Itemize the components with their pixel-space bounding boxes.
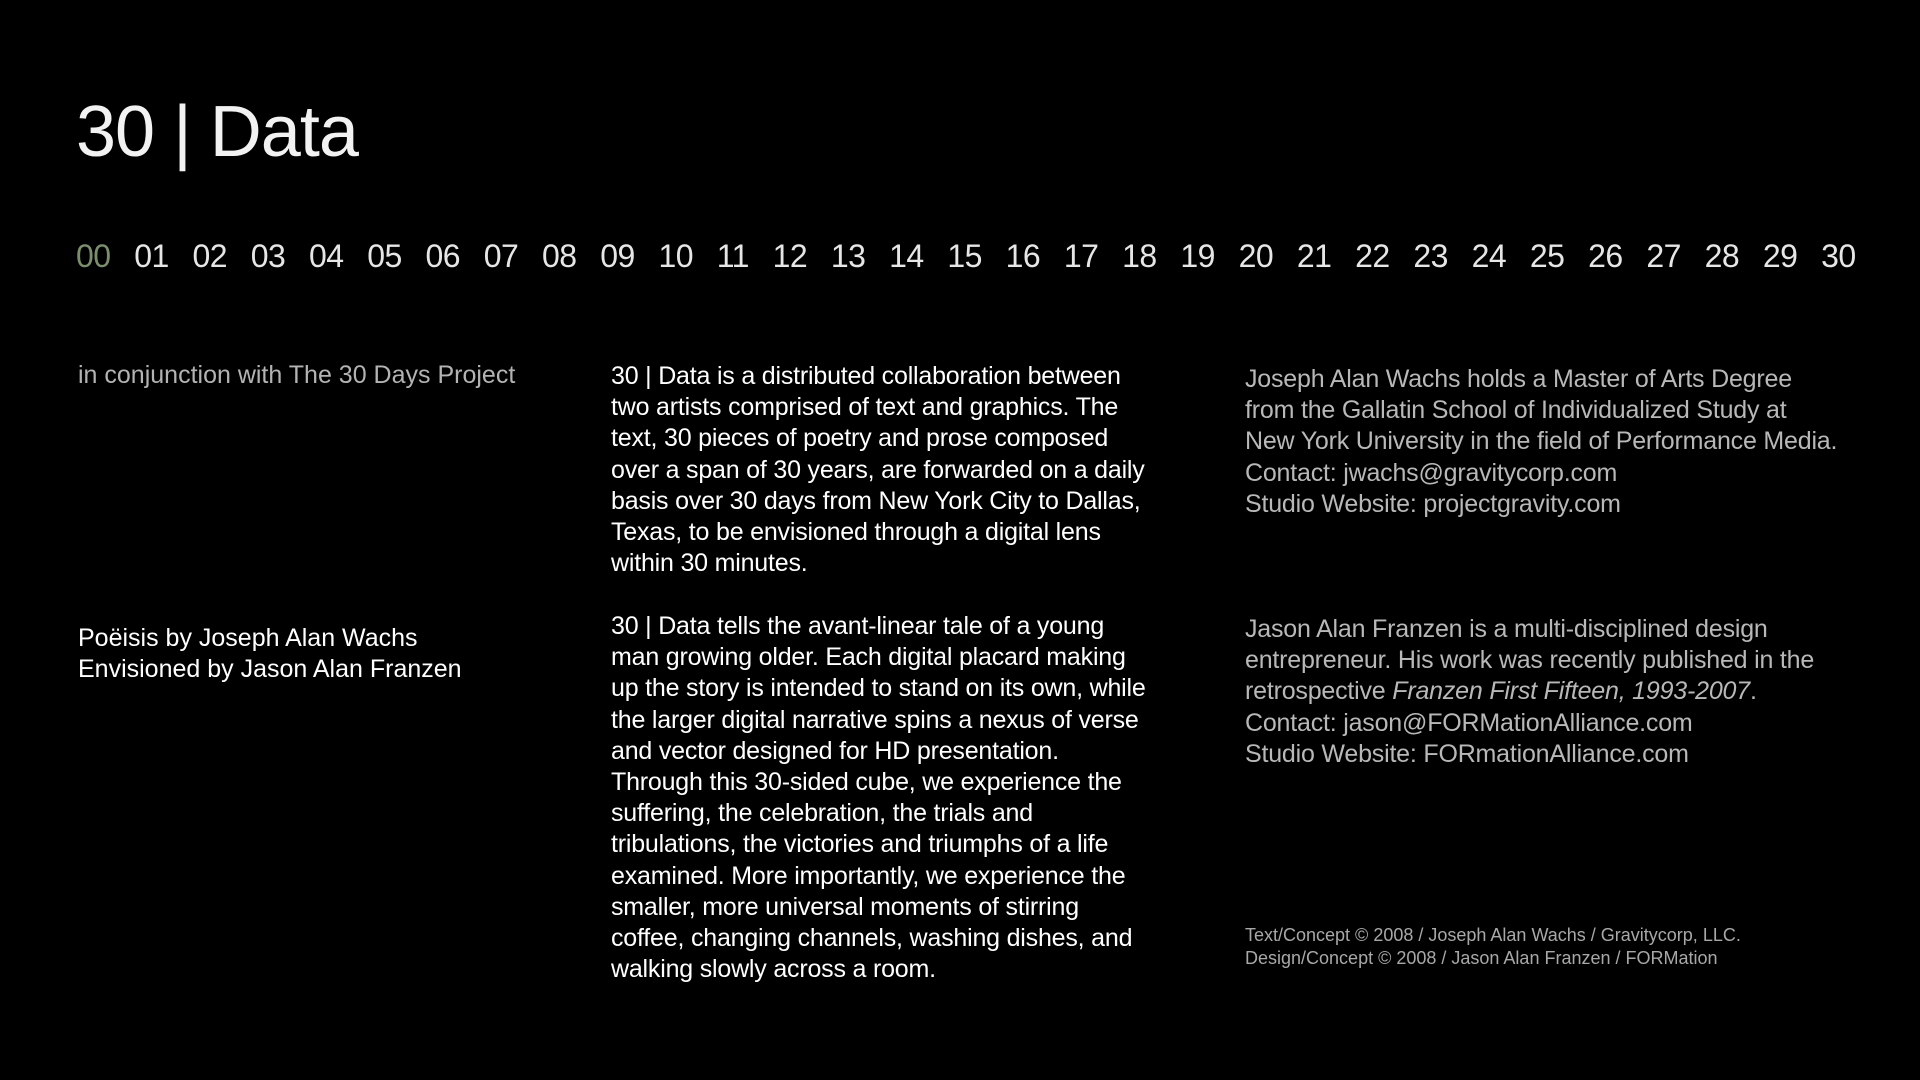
bio-line	[1245, 676, 1865, 707]
description-text-1: 30 | Data is a distributed collaboration between two artists comprised of text and graphics. The text, 30 pieces of poetry and prose composed over a span of 30 years, are forwarded on a daily basis over 30 days from New York City to Dallas, Texas, to be envisioned through a digital lens within 30 minutes.	[611, 362, 1145, 578]
nav-item-20[interactable]: 20	[1238, 238, 1274, 274]
bio-text: retrospective	[1245, 677, 1393, 706]
bio-jason-franzen	[1245, 614, 1865, 770]
nav-item-30[interactable]: 30	[1821, 238, 1856, 274]
bio-line: Joseph Alan Wachs holds a Master of Arts Degree	[1245, 365, 1792, 393]
nav-item-29[interactable]: 29	[1762, 238, 1798, 274]
bio-line: Jason Alan Franzen is a multi-disciplined design	[1245, 615, 1768, 643]
nav-item-00[interactable]: 00	[76, 238, 111, 274]
nav-item-02[interactable]: 02	[192, 238, 228, 274]
nav-item-05[interactable]: 05	[367, 238, 402, 274]
nav-item-08[interactable]: 08	[542, 238, 577, 274]
nav-item-03[interactable]: 03	[250, 238, 286, 274]
nav-item-26[interactable]: 26	[1588, 238, 1623, 274]
description-paragraph-2	[611, 611, 1151, 985]
description-text-2: 30 | Data tells the avant-linear tale of a young man growing older. Each digital placard making up the story is intended to stand on its own, while the larger digital narrative spins a nexus of verse and vector designed for HD presentation. Through this 30-sided cube, we experience the suffering, the celebration, the trials and tribulations, the victories and triumphs of a life examined. More importantly, we experience the smaller, more universal moments of stirring coffee, changing channels, washing dishes, and walking slowly across a room.	[611, 612, 1146, 984]
bio-website: Studio Website: projectgravity.com	[1245, 489, 1621, 518]
description-paragraph-1	[611, 361, 1151, 579]
nav-item-06[interactable]: 06	[425, 238, 461, 274]
nav-item-17[interactable]: 17	[1063, 238, 1099, 274]
nav-item-12[interactable]: 12	[772, 238, 808, 274]
day-navigation	[76, 240, 1856, 272]
bio-line: from the Gallatin School of Individualized Study at	[1245, 396, 1787, 425]
nav-item-07[interactable]: 07	[483, 238, 519, 274]
credit-envisioned: Envisioned by Jason Alan Franzen	[78, 655, 462, 683]
nav-item-27[interactable]: 27	[1646, 238, 1681, 274]
nav-item-16[interactable]: 16	[1005, 238, 1041, 274]
publication-title: Franzen First Fifteen, 1993-2007	[1392, 677, 1750, 706]
bio-contact: Contact: jwachs@gravitycorp.com	[1245, 458, 1618, 487]
nav-item-19[interactable]: 19	[1180, 238, 1215, 274]
copyright-notice	[1245, 924, 1741, 970]
nav-item-28[interactable]: 28	[1704, 238, 1740, 274]
nav-item-11[interactable]: 11	[716, 238, 749, 274]
bio-website: Studio Website: FORmationAlliance.com	[1245, 739, 1689, 768]
nav-item-22[interactable]: 22	[1355, 238, 1390, 274]
nav-item-25[interactable]: 25	[1529, 238, 1565, 274]
copyright-text-concept: Text/Concept © 2008 / Joseph Alan Wachs / Gravitycorp, LLC.	[1245, 925, 1741, 945]
nav-item-18[interactable]: 18	[1122, 238, 1157, 274]
nav-item-01[interactable]: 01	[134, 238, 169, 274]
nav-item-14[interactable]: 14	[889, 238, 924, 274]
nav-item-23[interactable]: 23	[1413, 238, 1448, 274]
nav-item-09[interactable]: 09	[600, 238, 635, 274]
bio-contact: Contact: jason@FORMationAlliance.com	[1245, 708, 1693, 737]
bio-line: New York University in the field of Performance Media.	[1245, 427, 1838, 456]
copyright-design-concept: Design/Concept © 2008 / Jason Alan Franzen / FORMation	[1245, 948, 1718, 968]
project-subtitle: in conjunction with The 30 Days Project	[78, 361, 516, 389]
nav-item-21[interactable]: 21	[1296, 238, 1332, 274]
nav-item-10[interactable]: 10	[658, 238, 694, 274]
bio-joseph-wachs	[1245, 364, 1865, 520]
bio-text: .	[1749, 677, 1757, 706]
nav-item-04[interactable]: 04	[309, 238, 344, 274]
bio-line: entrepreneur. His work was recently published in the	[1245, 646, 1815, 675]
page-title: 30 | Data	[76, 92, 358, 172]
nav-item-13[interactable]: 13	[830, 238, 866, 274]
credit-poesis: Poëisis by Joseph Alan Wachs	[78, 624, 418, 652]
credits	[78, 623, 462, 685]
nav-item-15[interactable]: 15	[947, 238, 982, 274]
nav-item-24[interactable]: 24	[1471, 238, 1507, 274]
